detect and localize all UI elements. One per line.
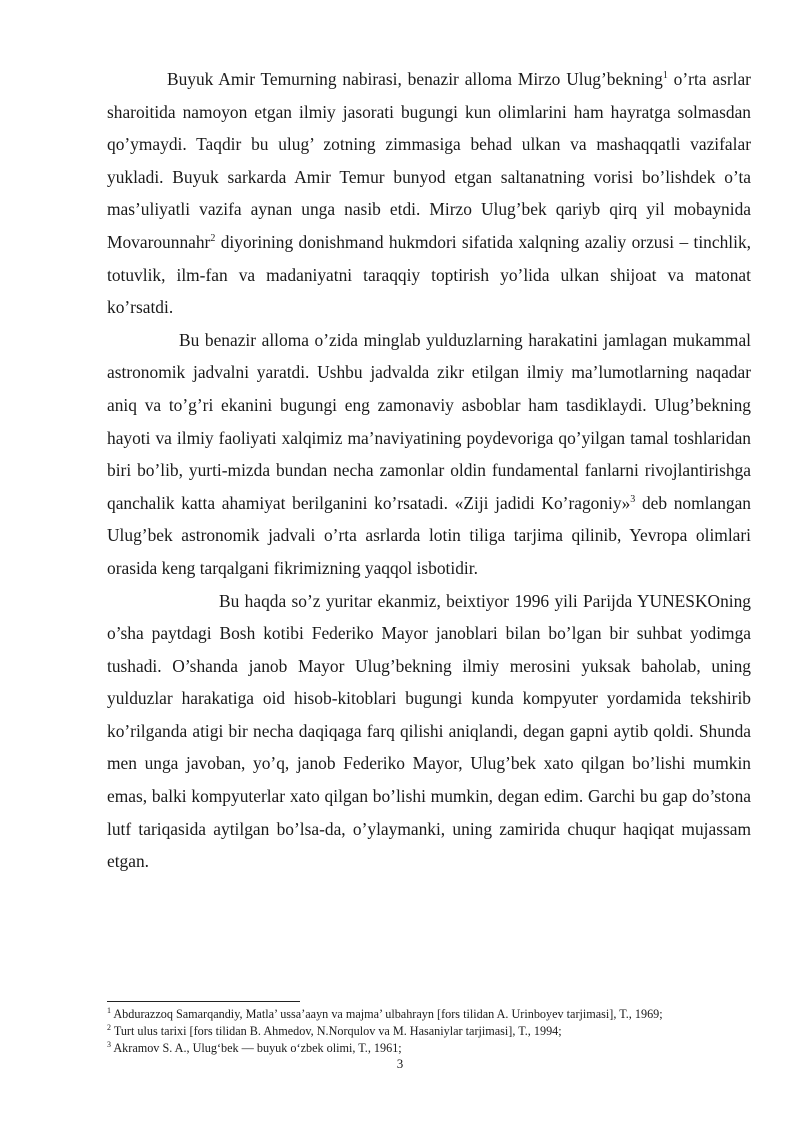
page-number: 3	[396, 1056, 404, 1071]
paragraph-3-text: Bu haqda so’z yuritar ekanmiz, beixtiyor 1996 yili Parijda YUNESKOning o’sha paytdagi Bosh kotibi Federiko Mayor janoblari bilan bo’lgan bir suhbat yodimga tushadi. O’shanda janob Mayor Ulug’bekning ilmiy merosini yuksak baholab, uning yulduzlar harakatiga oid hisob-kitoblari bugungi kunda kompyuter yordamida tekshirib ko’rilganda atigi bir necha daqiqaga farq qilishi aniqlandi, degan gapni aytib qoldi. Shunda men unga javoban, yo’q, janob Federiko Mayor, Ulug’bek xato qilgan bo’lishi mumkin emas, balki kompyuterlar xato qilgan bo’lishi mumkin, degan edim. Garchi bu gap do’stona lutf tariqasida aytilgan bo’lsa-da, o’ylaymanki, uning zamirida chuqur haqiqat mujassam etgan.	[107, 590, 751, 872]
footnote-3	[107, 1040, 767, 1057]
footnote-text: Turt ulus tarixi [fors tilidan B. Ahmedov, N.Norqulov va M. Hasaniylar tarjimasi], T., 1994;	[111, 1024, 562, 1038]
paragraph-2	[107, 324, 751, 585]
footnote-separator	[107, 1001, 300, 1002]
footnotes	[107, 1006, 767, 1057]
body-text	[107, 63, 751, 878]
paragraph-1-text: diyorining donishmand hukmdori sifatida xalqning azaliy orzusi – tinchlik, totuvlik, ilm-fan va madaniyatni taraqqiy toptirish yo’lida ulkan shijoat va matonat ko’rsatdi.	[107, 231, 751, 318]
footnote-ref-1: 1	[662, 70, 668, 82]
footnote-number: 2	[107, 1022, 111, 1032]
paragraph-1-text: o’rta asrlar sharoitida namoyon etgan ilmiy jasorati bugungi kun olimlarini ham hayratga solmasdan qo’ymaydi. Taqdir bu ulug’ zotning zimmasiga behad ulkan va mashaqqatli vazifalar yukladi. Buyuk sarkarda Amir Temur bunyod etgan saltanatning vorisi bo’lishdek o’ta mas’uliyatli vazifa aynan unga nasib etdi. Mirzo Ulug’bek qariyb qirq yil mobaynida Movarounnahr	[107, 69, 751, 252]
footnote-ref-3: 3	[630, 493, 636, 505]
paragraph-1-text: Buyuk Amir Temurning nabirasi, benazir alloma Mirzo Ulug’bekning	[167, 69, 663, 89]
footnote-ref-2: 2	[210, 233, 216, 245]
footnote-number: 1	[107, 1005, 111, 1015]
footnote-1	[107, 1006, 767, 1023]
footnote-text: Abdurazzoq Samarqandiy, Matla’ ussa’aayn va majma’ ulbahrayn [fors tilidan A. Urinboyev tarjimasi], T., 1969;	[111, 1007, 663, 1021]
paragraph-3	[107, 585, 751, 878]
paragraph-2-text: Bu benazir alloma o’zida minglab yulduzlarning harakatini jamlagan mukammal astronomik jadvalni yaratdi. Ushbu jadvalda zikr etilgan ilmiy ma’lumotlarning naqadar aniq va to’g’ri ekanini bugungi eng zamonaviy asboblar ham tasdiklaydi. Ulug’bekning hayoti va ilmiy faoliyati xalqimiz ma’naviyatining poydevoriga qo’yilgan tamal toshlaridan biri bo’lib, yurti-mizda bundan necha zamonlar oldin fundamental fanlarni rivojlantirishga qanchalik katta ahamiyat berilganini ko’rsatadi. «Ziji jadidi Ko’ragoniy»	[107, 329, 751, 513]
footnote-2	[107, 1023, 767, 1040]
footnote-text: Akramov S. A., Ulug‘bek — buyuk o‘zbek olimi, T., 1961;	[111, 1041, 402, 1055]
paragraph-1	[107, 63, 751, 324]
footnote-number: 3	[107, 1039, 111, 1049]
paragraph-2-text: deb nomlangan Ulug’bek astronomik jadvali o’rta asrlarda lotin tiliga tarjima qilinib, Yevropa olimlari orasida keng tarqalgani fikrimizning yaqqol isbotidir.	[107, 492, 752, 578]
